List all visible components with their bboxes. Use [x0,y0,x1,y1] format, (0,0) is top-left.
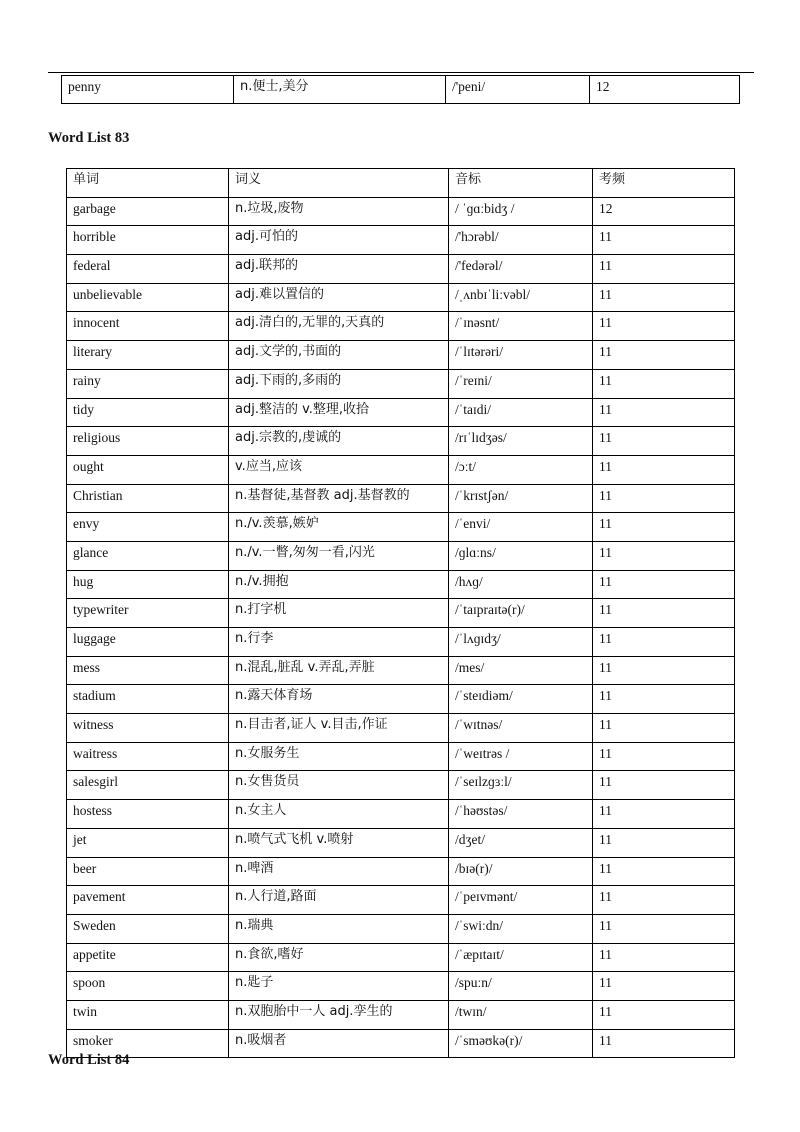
table-row [62,76,740,104]
frequency-cell: 11 [593,656,735,685]
word-cell: typewriter [67,599,229,628]
phonetic-cell: /ˈhəʊstəs/ [449,800,593,829]
frequency-cell: 11 [593,771,735,800]
table-row [67,685,735,714]
phonetic-cell: /ˈlʌɡɪdʒ/ [449,628,593,657]
phonetic-cell: /'peni/ [446,76,590,104]
frequency-cell: 11 [593,570,735,599]
word-cell: salesgirl [67,771,229,800]
word-cell: appetite [67,943,229,972]
word-cell: hostess [67,800,229,829]
word-cell: federal [67,255,229,284]
table-row [67,541,735,570]
table-row [67,283,735,312]
word-cell: witness [67,714,229,743]
phonetic-cell: /ˈseɪlzɡɜːl/ [449,771,593,800]
meaning-cell: n./v.拥抱 [229,570,449,599]
phonetic-cell: /ˈweɪtrəs / [449,742,593,771]
frequency-cell: 11 [593,312,735,341]
word-cell: Sweden [67,914,229,943]
frequency-cell: 11 [593,1000,735,1029]
frequency-cell: 11 [593,800,735,829]
phonetic-cell: /ˈsməʊkə(r)/ [449,1029,593,1058]
phonetic-cell: /ˈsteɪdiəm/ [449,685,593,714]
frequency-cell: 11 [593,886,735,915]
phonetic-cell: /ˈtaɪdi/ [449,398,593,427]
table-row [67,800,735,829]
phonetic-cell: /ˈkrɪstʃən/ [449,484,593,513]
phonetic-cell: /ˈlɪtərəri/ [449,341,593,370]
frequency-cell: 11 [593,541,735,570]
phonetic-cell: /ˈreɪni/ [449,369,593,398]
table-row [67,714,735,743]
meaning-cell: n.双胞胎中一人 adj.孪生的 [229,1000,449,1029]
phonetic-cell: /dʒet/ [449,828,593,857]
table-row [67,656,735,685]
frequency-cell: 11 [593,943,735,972]
phonetic-cell: /ˈwɪtnəs/ [449,714,593,743]
word-cell: innocent [67,312,229,341]
frequency-cell: 11 [593,685,735,714]
word-cell: Christian [67,484,229,513]
frequency-cell: 11 [593,857,735,886]
word-cell: spoon [67,972,229,1001]
meaning-cell: adj.清白的,无罪的,天真的 [229,312,449,341]
table-row [67,943,735,972]
table-row [67,341,735,370]
meaning-cell: n.打字机 [229,599,449,628]
phonetic-cell: /ɡlɑːns/ [449,541,593,570]
frequency-cell: 11 [593,972,735,1001]
meaning-cell: n.基督徒,基督教 adj.基督教的 [229,484,449,513]
meaning-cell: n.瑞典 [229,914,449,943]
phonetic-cell: /twɪn/ [449,1000,593,1029]
word-cell: glance [67,541,229,570]
phonetic-cell: /ˈɪnəsnt/ [449,312,593,341]
word-cell: twin [67,1000,229,1029]
header-meaning: 词义 [229,169,449,198]
phonetic-cell: /ˈswiːdn/ [449,914,593,943]
word-cell: stadium [67,685,229,714]
table-row [67,427,735,456]
word-cell: rainy [67,369,229,398]
frequency-cell: 11 [593,427,735,456]
table-row [67,742,735,771]
table-row [67,1000,735,1029]
word-cell: envy [67,513,229,542]
word-cell: smoker [67,1029,229,1058]
phonetic-cell: /ˈtaɪpraɪtə(r)/ [449,599,593,628]
phonetic-cell: / ˈɡɑːbidʒ / [449,197,593,226]
phonetic-cell: /mes/ [449,656,593,685]
frequency-cell: 11 [593,455,735,484]
frequency-cell: 11 [593,628,735,657]
meaning-cell: n.匙子 [229,972,449,1001]
word-cell: literary [67,341,229,370]
frequency-cell: 11 [593,742,735,771]
meaning-cell: n.食欲,嗜好 [229,943,449,972]
meaning-cell: n.行李 [229,628,449,657]
meaning-cell: n.女售货员 [229,771,449,800]
meaning-cell: n.吸烟者 [229,1029,449,1058]
header-word: 单词 [67,169,229,198]
frequency-cell: 11 [593,484,735,513]
frequency-cell: 11 [593,1029,735,1058]
frequency-cell: 11 [593,255,735,284]
frequency-cell: 12 [590,76,740,104]
meaning-cell: n.啤酒 [229,857,449,886]
phonetic-cell: /spuːn/ [449,972,593,1001]
top-rule [48,72,754,73]
frequency-cell: 11 [593,599,735,628]
meaning-cell: v.应当,应该 [229,455,449,484]
phonetic-cell: /ˈenvi/ [449,513,593,542]
table-row [67,570,735,599]
meaning-cell: adj.宗教的,虔诚的 [229,427,449,456]
phonetic-cell: /ˈæpɪtaɪt/ [449,943,593,972]
meaning-cell: adj.联邦的 [229,255,449,284]
meaning-cell: n.目击者,证人 v.目击,作证 [229,714,449,743]
word-cell: horrible [67,226,229,255]
meaning-cell: n.混乱,脏乱 v.弄乱,弄脏 [229,656,449,685]
word-cell: mess [67,656,229,685]
word-cell: hug [67,570,229,599]
header-frequency: 考频 [593,169,735,198]
word-list-83-table [66,168,735,1058]
table-row [67,828,735,857]
frequency-cell: 11 [593,398,735,427]
meaning-cell: n.喷气式飞机 v.喷射 [229,828,449,857]
phonetic-cell: /ˌʌnbɪˈliːvəbl/ [449,283,593,312]
table-row [67,312,735,341]
table-row [67,369,735,398]
word-cell: penny [62,76,234,104]
meaning-cell: n./v.一瞥,匆匆一看,闪光 [229,541,449,570]
meaning-cell: adj.可怕的 [229,226,449,255]
phonetic-cell: /hʌɡ/ [449,570,593,599]
table-row [67,226,735,255]
table-row [67,914,735,943]
header-phonetic: 音标 [449,169,593,198]
table-row [67,484,735,513]
table-row [67,628,735,657]
word-cell: luggage [67,628,229,657]
meaning-cell: adj.文学的,书面的 [229,341,449,370]
word-cell: religious [67,427,229,456]
table-row [67,455,735,484]
frequency-cell: 11 [593,369,735,398]
meaning-cell: n.女服务生 [229,742,449,771]
meaning-cell: n.便士,美分 [234,76,446,104]
word-cell: garbage [67,197,229,226]
table-row [67,255,735,284]
meaning-cell: adj.下雨的,多雨的 [229,369,449,398]
table-row [67,771,735,800]
word-list-84-title: Word List 84 [48,1052,130,1068]
frequency-cell: 11 [593,341,735,370]
table-row [67,857,735,886]
meaning-cell: n.露天体育场 [229,685,449,714]
word-cell: tidy [67,398,229,427]
table-header-row [67,169,735,198]
table-row [67,886,735,915]
word-cell: unbelievable [67,283,229,312]
word-cell: ought [67,455,229,484]
meaning-cell: n.女主人 [229,800,449,829]
table-row [67,197,735,226]
meaning-cell: n./v.羡慕,嫉妒 [229,513,449,542]
meaning-cell: adj.难以置信的 [229,283,449,312]
table-row [67,398,735,427]
word-cell: pavement [67,886,229,915]
table-row [67,1029,735,1058]
table-row [67,972,735,1001]
word-list-83-title: Word List 83 [48,130,130,146]
phonetic-cell: /bɪə(r)/ [449,857,593,886]
frequency-cell: 11 [593,914,735,943]
table-row [67,599,735,628]
phonetic-cell: /ɔːt/ [449,455,593,484]
frequency-cell: 11 [593,226,735,255]
meaning-cell: adj.整洁的 v.整理,收拾 [229,398,449,427]
phonetic-cell: /rɪˈlɪdʒəs/ [449,427,593,456]
frequency-cell: 11 [593,283,735,312]
table-row [67,513,735,542]
frequency-cell: 11 [593,714,735,743]
frequency-cell: 12 [593,197,735,226]
word-cell: waitress [67,742,229,771]
word-cell: beer [67,857,229,886]
meaning-cell: n.垃圾,废物 [229,197,449,226]
phonetic-cell: /'hɔrəbl/ [449,226,593,255]
meaning-cell: n.人行道,路面 [229,886,449,915]
word-cell: jet [67,828,229,857]
frequency-cell: 11 [593,513,735,542]
phonetic-cell: /'fedərəl/ [449,255,593,284]
frequency-cell: 11 [593,828,735,857]
previous-word-table [61,75,740,104]
phonetic-cell: /ˈpeɪvmənt/ [449,886,593,915]
